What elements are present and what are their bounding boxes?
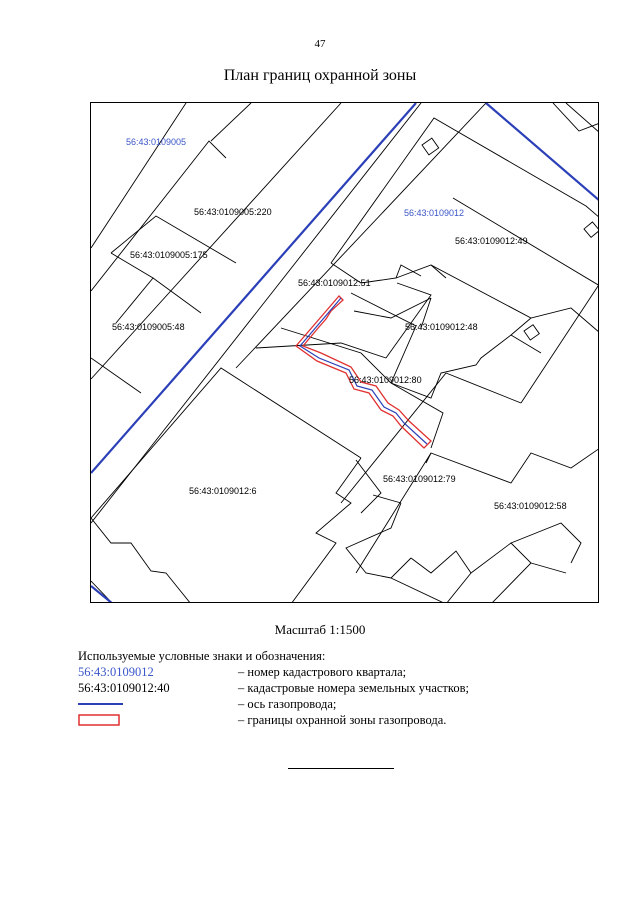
parcel-label: 56:43:0109012:80 <box>349 375 422 385</box>
legend-quarter-sample: 56:43:0109012 <box>78 665 154 679</box>
legend-item <box>78 680 469 696</box>
page-number: 47 <box>314 38 326 50</box>
legend-parcel-sample: 56:43:0109012:40 <box>78 681 170 695</box>
red-rectangle-icon <box>78 712 228 732</box>
legend-item <box>78 664 407 680</box>
parcel-label: 56:43:0109005:175 <box>130 250 208 260</box>
parcel-label: 56:43:0109012:48 <box>405 322 478 332</box>
parcel-label: 56:43:0109012:49 <box>455 236 528 246</box>
protection-zone <box>296 296 431 448</box>
pipeline-axis <box>91 103 599 603</box>
legend-item <box>78 712 447 728</box>
page-title: План границ охранной зоны <box>223 67 417 84</box>
legend-desc: – ось газопровода; <box>238 697 337 711</box>
quarter-label: 56:43:0109012 <box>404 208 465 218</box>
quarter-label: 56:43:0109005 <box>126 137 187 147</box>
legend <box>78 648 469 728</box>
signature-line <box>288 768 394 769</box>
legend-desc: – границы охранной зоны газопровода. <box>238 713 447 727</box>
legend-desc: – кадастровые номера земельных участков; <box>238 681 469 695</box>
parcel-label: 56:43:0109012:79 <box>383 474 456 484</box>
parcel-label: 56:43:0109005:220 <box>194 207 272 217</box>
parcel-label: 56:43:0109005:48 <box>112 322 185 332</box>
parcel-label: 56:43:0109012:6 <box>189 486 257 496</box>
parcel-label: 56:43:0109012:58 <box>494 501 567 511</box>
legend-desc: – номер кадастрового квартала; <box>238 665 407 679</box>
parcel-boundaries <box>91 103 599 603</box>
map-canvas <box>91 103 599 603</box>
map-scale: Масштаб 1:1500 <box>274 622 366 637</box>
boundary-map <box>90 102 599 603</box>
legend-heading: Используемые условные знаки и обозначения: <box>78 649 326 663</box>
parcel-label: 56:43:0109012:51 <box>298 278 371 288</box>
legend-item <box>78 696 337 712</box>
